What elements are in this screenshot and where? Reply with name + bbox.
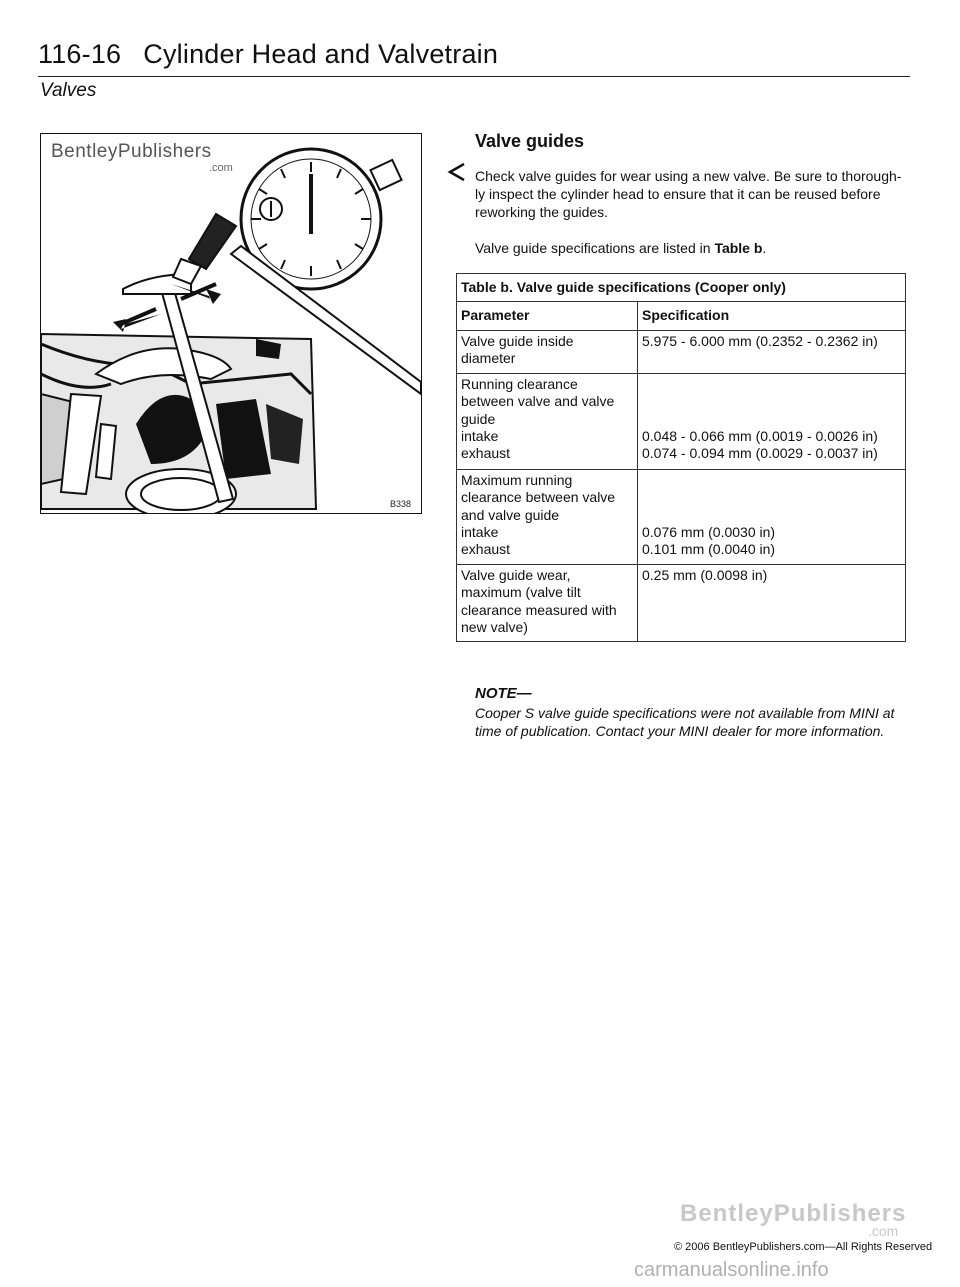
param-line: between valve and valve: [461, 393, 615, 410]
column-header-parameter: Parameter: [457, 302, 638, 330]
instruction-text: Check valve guides for wear using a new valve. Be sure to thorough-ly inspect the cylinder head to ensure that it can be reused before reworking the guides.: [475, 168, 902, 220]
table-reference: [475, 240, 766, 256]
footer-copyright: © 2006 BentleyPublishers.com—All Rights Reserved: [674, 1241, 933, 1253]
table-ref-bold: Table b: [714, 240, 763, 256]
figure-logo-sub: .com: [209, 162, 233, 174]
param-line: Valve guide inside: [461, 332, 574, 349]
header-rule: [38, 76, 910, 77]
chapter-title: Cylinder Head and Valvetrain: [143, 39, 499, 69]
param-cell: [457, 330, 638, 373]
spec-cell: [638, 330, 906, 373]
page-title: [38, 38, 910, 70]
note-text: Cooper S valve guide specifications were not available from MINI at time of publication. Contact your MINI dealer for more information.: [475, 705, 895, 739]
column-header-specification: Specification: [638, 302, 906, 330]
spec-line: 0.076 mm (0.0030 in): [642, 524, 776, 541]
table-ref-prefix: Valve guide specifications are listed in: [475, 240, 715, 256]
pointer-arrow-icon: [447, 162, 467, 182]
param-line: maximum (valve tilt: [461, 584, 581, 601]
param-cell: [457, 469, 638, 564]
table-row: [457, 330, 906, 373]
spec-line: 0.25 mm (0.0098 in): [642, 566, 768, 583]
figure-logo: BentleyPublishers: [51, 141, 212, 162]
param-line: and valve guide: [461, 506, 560, 523]
spec-line: 0.101 mm (0.0040 in): [642, 541, 776, 558]
param-line: Running clearance: [461, 375, 578, 392]
page-header: [38, 38, 910, 70]
dial-indicator-figure: [40, 133, 422, 514]
table-row: [457, 373, 906, 469]
page-number: 116-16: [38, 39, 122, 69]
table-ref-suffix: .: [762, 240, 767, 256]
valve-guide-spec-table: [456, 273, 906, 642]
table-row: [457, 564, 906, 641]
param-cell: [457, 564, 638, 641]
param-line: exhaust: [461, 541, 511, 558]
spec-cell: [638, 469, 906, 564]
param-line: exhaust: [461, 445, 511, 462]
figure-code: B338: [389, 499, 411, 509]
footer-watermark-sub: .com: [868, 1223, 899, 1239]
spec-line: 0.048 - 0.066 mm (0.0019 - 0.0026 in): [642, 428, 878, 445]
spec-line: 0.074 - 0.094 mm (0.0029 - 0.0037 in): [642, 445, 878, 462]
param-line: new valve): [461, 619, 528, 636]
table-caption: Table b. Valve guide specifications (Cooper only): [457, 274, 906, 302]
param-line: intake: [461, 524, 499, 541]
param-line: Maximum running: [461, 471, 573, 488]
dial-indicator-illustration: [41, 134, 422, 514]
section-heading: Valve guides: [475, 131, 585, 151]
param-line: intake: [461, 428, 499, 445]
section-title: Valves: [40, 80, 97, 101]
param-line: diameter: [461, 350, 516, 367]
note-label: NOTE—: [475, 685, 532, 702]
footer-watermark-logo: BentleyPublishers: [680, 1200, 907, 1227]
footer-site-link[interactable]: carmanualsonline.info: [634, 1259, 829, 1281]
param-line: guide: [461, 410, 496, 427]
spec-line: 5.975 - 6.000 mm (0.2352 - 0.2362 in): [642, 332, 878, 349]
param-line: clearance measured with: [461, 601, 617, 618]
table-row: [457, 469, 906, 564]
param-line: clearance between valve: [461, 489, 616, 506]
spec-cell: [638, 373, 906, 469]
param-line: Valve guide wear,: [461, 566, 571, 583]
param-cell: [457, 373, 638, 469]
spec-cell: [638, 564, 906, 641]
